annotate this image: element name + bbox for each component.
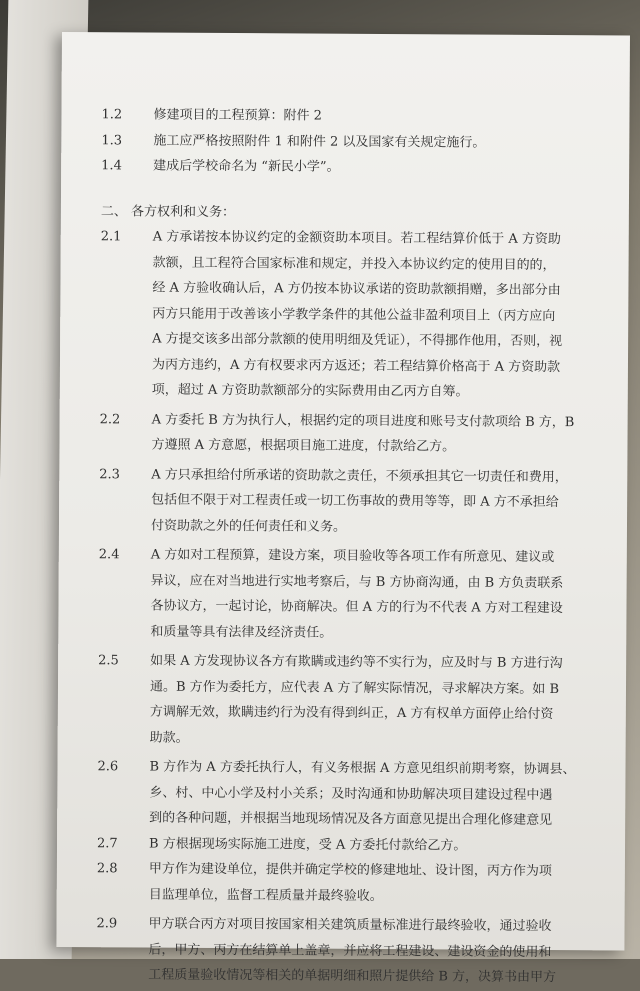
clause-line: 方调解无效，欺瞒违约行为没有得到纠正，A 方有权单方面停止给付资 [149, 704, 554, 723]
clause-line: 款额，且工程符合国家标准和规定，并投入本协议约定的使用目的的， [152, 255, 556, 273]
clause-line: 甲方联合丙方对项目按国家相关建筑质量标准进行最终验收，通过验收 [148, 916, 552, 935]
item-text: 施工应严格按照附件 1 和附件 2 以及国家有关规定施行。 [153, 133, 486, 151]
clause-line: 项，超过 A 方资助款额部分的实际费用由乙丙方自筹。 [151, 382, 469, 400]
clause-line: 付资助款之外的任何责任和义务。 [150, 518, 347, 535]
clause-line: A 方委托 B 方为执行人，根据约定的项目进度和账号支付款项给 B 方，B [151, 412, 575, 430]
item-number: 1.3 [101, 132, 123, 148]
clause-2-1 [100, 224, 621, 406]
clause-line: 乡、村、中心小学及村小关系；及时沟通和协助解决项目建设过程中遇 [149, 785, 553, 803]
item-number: 1.2 [101, 107, 123, 123]
item-text: 建成后学校命名为 “新民小学”。 [153, 158, 340, 175]
clause-2-4 [98, 542, 619, 647]
clause-2-8 [97, 856, 617, 910]
clause-line: A 方提交该多出部分款额的使用明细及凭证），不得挪作他用，否则，视 [152, 331, 563, 350]
clause-line: 到的各种问题，并根据当地现场情况及各方面意见提出合理化修建意见 [149, 810, 553, 829]
clause-number: 2.5 [98, 653, 119, 669]
clause-line: 工程质量验收情况等相关的单据明细和照片提供给 B 方，决算书由甲方 [148, 967, 557, 986]
clause-line: 后，甲方、丙方在结算单上盖章，并应将工程建设、建设资金的使用和 [148, 942, 552, 960]
item-1-3 [101, 128, 621, 157]
clause-line: B 方根据现场实际施工进度，受 A 方委托付款给乙方。 [148, 836, 467, 853]
clause-number: 2.2 [99, 411, 121, 427]
item-number: 1.4 [101, 158, 122, 174]
clause-line: 助款。 [149, 730, 189, 746]
clause-number: 2.8 [96, 861, 118, 877]
clause-line: 甲方作为建设单位，提供并确定学校的修建地址、设计图，丙方作为项 [148, 861, 552, 880]
clause-2-2 [99, 407, 619, 461]
clause-2-7 [97, 831, 617, 860]
clause-2-5 [98, 648, 619, 753]
item-1-4 [101, 153, 621, 182]
clause-line: 各协议方，一起讨论，协商解决。但 A 方的行为不代表 A 方对工程建设 [150, 598, 563, 617]
clause-line: 目监理单位，监督工程质量并最终验收。 [148, 887, 383, 904]
clause-line: A 方只承担给付所承诺的资助款之责任，不须承担其它一切责任和费用， [151, 467, 568, 485]
clause-2-6 [97, 754, 617, 834]
clause-line: 方遵照 A 方意愿，根据项目施工进度，付款给乙方。 [151, 437, 456, 455]
document-content [96, 102, 621, 991]
clause-number: 2.3 [99, 466, 121, 482]
clause-number: 2.7 [96, 835, 118, 851]
clause-line: 丙方只能用于改善该小学教学条件的其他公益非盈利项目上（丙方应向 [152, 306, 556, 324]
clause-line: 通。B 方作为委托方，应代表 A 方了解实际情况，寻求解决方案。如 B [149, 679, 560, 697]
clause-line: 异议，应在对当地进行实地考察后，与 B 方协商沟通，由 B 方负责联系 [150, 573, 564, 591]
clause-line: A 方如对工程预算，建设方案，项目验收等各项工作有所意见、建议或 [150, 547, 555, 566]
clause-2-9 [96, 911, 616, 991]
clause-line: A 方承诺按本协议约定的金额资助本项目。若工程结算价低于 A 方资助 [152, 229, 561, 248]
item-text: 修建项目的工程预算：附件 2 [153, 107, 322, 124]
clause-line: 如果 A 方发现协议各方有欺瞒或违约等不实行为，应及时与 B 方进行沟 [150, 653, 563, 672]
clause-number: 2.6 [97, 759, 119, 775]
clause-line: 经 A 方验收确认后，A 方仍按本协议承诺的资助款额捐赠，多出部分由 [152, 280, 561, 299]
clause-2-3 [99, 462, 619, 542]
clause-line: 为丙方违约，A 方有权要求丙方返还；若工程结算价格高于 A 方资助款 [151, 357, 561, 375]
clause-number: 2.4 [98, 547, 120, 563]
clause-number: 2.9 [96, 916, 118, 932]
clause-line: 和质量等具有法律及经济责任。 [150, 624, 333, 641]
clause-line: B 方作为 A 方委托执行人，有义务根据 A 方意见组织前期考察，协调县、 [149, 759, 576, 778]
section-2-title: 二、 各方权利和义务： [100, 203, 236, 220]
document-page [56, 32, 630, 986]
clause-line: 包括但不限于对工程责任或一切工伤事故的费用等等，即 A 方不承担给 [151, 492, 559, 511]
clause-number: 2.1 [100, 229, 122, 245]
item-1-2 [101, 102, 621, 131]
